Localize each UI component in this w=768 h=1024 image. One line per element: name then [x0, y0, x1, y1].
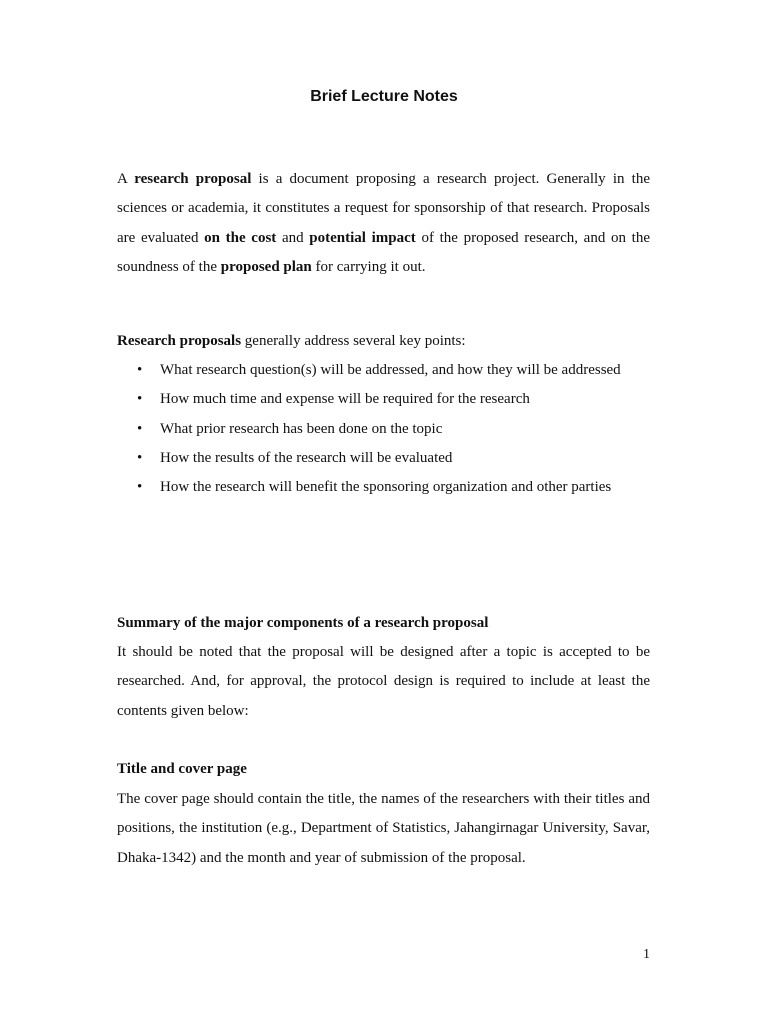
intro-text-1: A [117, 171, 135, 187]
bullet-icon: • [137, 479, 143, 496]
key-points-list [117, 356, 650, 502]
bullet-icon: • [137, 420, 143, 437]
list-item-text: How the research will benefit the sponsoring organization and other parties [160, 479, 612, 496]
list-item [117, 473, 650, 502]
document-title: Brief Lecture Notes [310, 88, 458, 105]
list-item [117, 444, 650, 473]
list-item-text: What prior research has been done on the topic [160, 420, 443, 437]
key-points-intro-text: generally address several key points: [241, 333, 466, 349]
list-item-text: What research question(s) will be addressed, and how they will be addressed [160, 362, 621, 378]
intro-bold-proposed-plan: proposed plan [220, 258, 312, 275]
page-number: 1 [643, 947, 650, 962]
summary-body: It should be noted that the proposal will be designed after a topic is accepted to be researched. And, for approval, the protocol design is required to include at least the contents given below: [117, 644, 650, 719]
intro-text-2: is a document proposing a research project. Generally in the sciences or academia, it constitutes a request for sponsorship of that research. Proposals are evaluated [117, 171, 650, 246]
key-points-intro-bold: Research proposals [117, 333, 242, 349]
intro-bold-potential-impact: potential impact [309, 229, 416, 246]
list-item [117, 356, 650, 385]
list-item [117, 415, 650, 444]
intro-text-3: and [276, 229, 310, 246]
list-item [117, 385, 650, 414]
intro-text-4: of the proposed research, and on the soundness of the [117, 229, 650, 275]
intro-bold-on-the-cost: on the cost [204, 229, 277, 246]
key-points-intro [117, 327, 650, 356]
bullet-icon: • [137, 362, 143, 378]
intro-paragraph [117, 165, 650, 282]
list-item-text: How much time and expense will be required for the research [160, 391, 530, 408]
bullet-icon: • [137, 391, 143, 408]
intro-text-5: for carrying it out. [311, 258, 426, 275]
title-cover-body: The cover page should contain the title, the names of the researchers with their titles and positions, the institution (e.g., Department of Statistics, Jahangirnagar University, Savar, Dhaka-1342) and the month and year of submission of the proposal. [117, 791, 650, 866]
title-cover-heading: Title and cover page [117, 761, 247, 777]
list-item-text: How the results of the research will be evaluated [160, 449, 453, 466]
intro-bold-research-proposal: research proposal [134, 171, 252, 187]
summary-heading: Summary of the major components of a research proposal [117, 615, 489, 631]
bullet-icon: • [137, 449, 143, 466]
